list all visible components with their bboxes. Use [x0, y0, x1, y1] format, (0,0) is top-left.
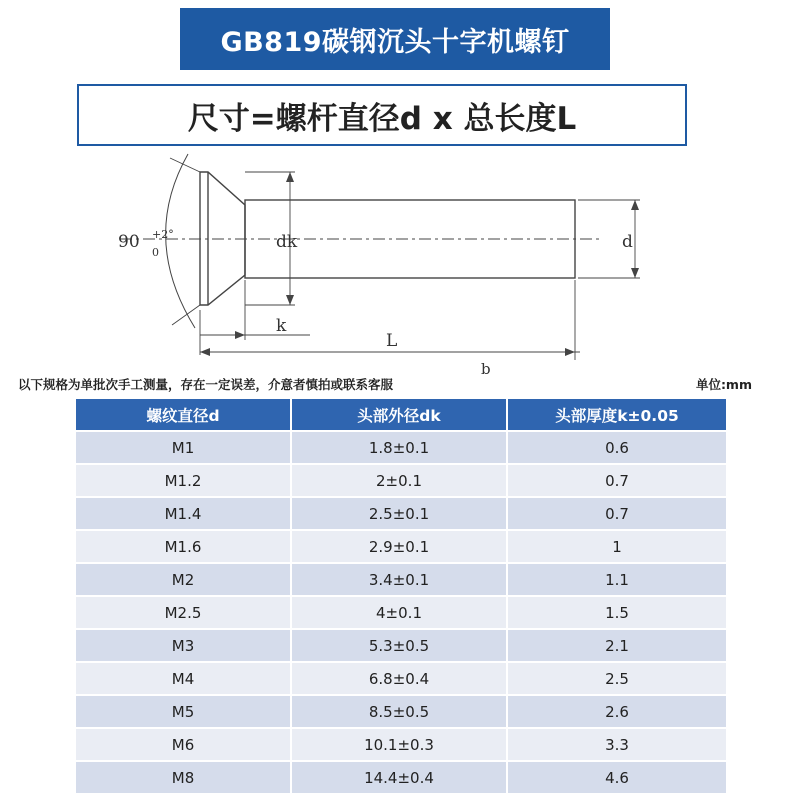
table-row	[76, 630, 726, 663]
table-row	[76, 696, 726, 729]
header-head-diameter: 头部外径dk	[292, 399, 508, 432]
angle-arc	[166, 154, 195, 328]
angle-sub-label: 0	[152, 246, 159, 259]
cell-dk: 5.3±0.5	[292, 630, 508, 663]
page-title: GB819碳钢沉头十字机螺钉	[180, 8, 610, 70]
cell-k: 1	[508, 531, 726, 564]
cell-k: 0.7	[508, 498, 726, 531]
cell-dk: 8.5±0.5	[292, 696, 508, 729]
table-header-row	[76, 399, 726, 432]
cell-dk: 2.9±0.1	[292, 531, 508, 564]
cell-thread: M1	[76, 432, 292, 465]
cell-thread: M3	[76, 630, 292, 663]
cell-dk: 1.8±0.1	[292, 432, 508, 465]
cell-k: 1.5	[508, 597, 726, 630]
dk-label: dk	[276, 232, 298, 252]
k-label: k	[276, 316, 287, 336]
table-row	[76, 432, 726, 465]
screw-head	[200, 172, 245, 305]
cell-k: 2.6	[508, 696, 726, 729]
cell-dk: 4±0.1	[292, 597, 508, 630]
cell-thread: M1.6	[76, 531, 292, 564]
cell-k: 2.1	[508, 630, 726, 663]
cell-dk: 10.1±0.3	[292, 729, 508, 762]
table-row	[76, 531, 726, 564]
angle-label: 90	[118, 232, 140, 252]
table-row	[76, 663, 726, 696]
b-label: b	[481, 360, 491, 378]
cell-thread: M6	[76, 729, 292, 762]
cell-thread: M1.2	[76, 465, 292, 498]
cell-thread: M2	[76, 564, 292, 597]
cell-dk: 3.4±0.1	[292, 564, 508, 597]
table-row	[76, 465, 726, 498]
header-head-thickness: 头部厚度k±0.05	[508, 399, 726, 432]
d-label: d	[622, 232, 633, 252]
size-formula: 尺寸=螺杆直径d x 总长度L	[77, 84, 687, 146]
table-row	[76, 498, 726, 531]
cell-thread: M2.5	[76, 597, 292, 630]
cell-thread: M8	[76, 762, 292, 795]
cell-thread: M5	[76, 696, 292, 729]
table-row	[76, 729, 726, 762]
L-label: L	[386, 331, 398, 351]
table-row	[76, 597, 726, 630]
table-row	[76, 564, 726, 597]
cell-thread: M1.4	[76, 498, 292, 531]
cell-dk: 14.4±0.4	[292, 762, 508, 795]
cell-k: 2.5	[508, 663, 726, 696]
cell-k: 3.3	[508, 729, 726, 762]
spec-table	[76, 399, 726, 795]
cell-k: 1.1	[508, 564, 726, 597]
cell-dk: 2.5±0.1	[292, 498, 508, 531]
table-row	[76, 762, 726, 795]
measurement-note: 以下规格为单批次手工测量，存在一定误差，介意者慎拍或联系客服	[18, 377, 394, 392]
cell-dk: 6.8±0.4	[292, 663, 508, 696]
cell-dk: 2±0.1	[292, 465, 508, 498]
cell-k: 0.6	[508, 432, 726, 465]
angle-sup-label: +2°	[152, 228, 174, 241]
header-thread-diameter: 螺纹直径d	[76, 399, 292, 432]
screw-diagram	[100, 150, 660, 380]
unit-label: 单位:mm	[695, 377, 752, 392]
cell-thread: M4	[76, 663, 292, 696]
cell-k: 4.6	[508, 762, 726, 795]
cell-k: 0.7	[508, 465, 726, 498]
